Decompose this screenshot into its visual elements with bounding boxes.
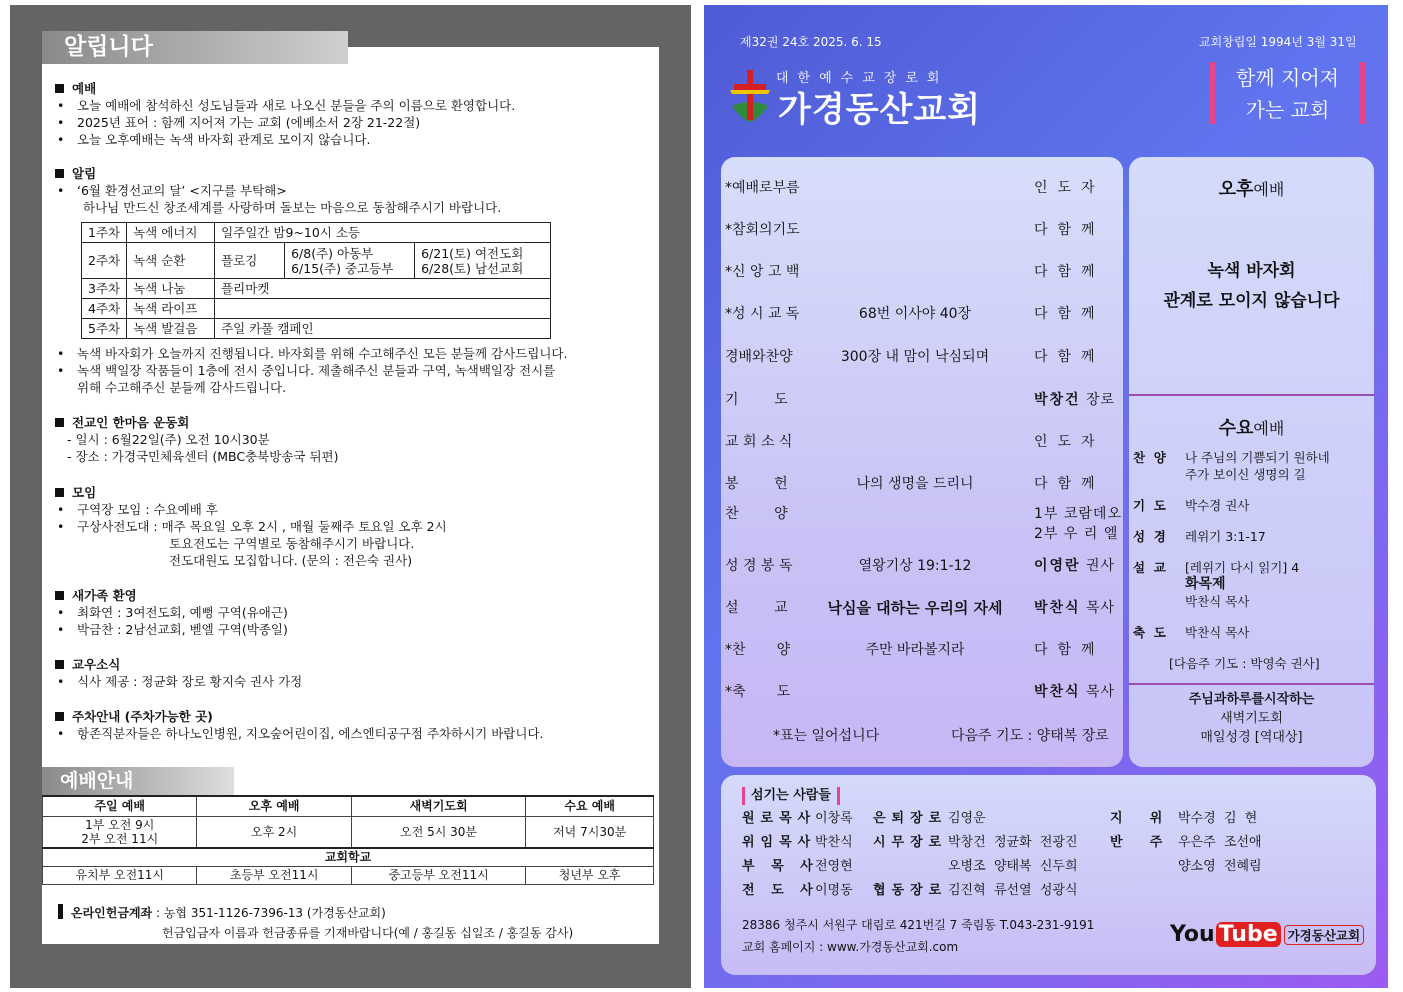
wednesday-service-details: 찬 양 나 주님의 기쁨되기 원하네 주가 보이신 생명의 길 기 도 박수경 권사 성 경 레위기 3:1-17 설 교 [레위기 다시 읽기] 4 화목제 박찬식 목사 축 도 박찬식 목사 [다음주 기도 : 박영숙 권사] xyxy=(1133,450,1330,671)
square-bullet-icon xyxy=(55,84,64,93)
server-entry: 박창건 정균화 전광진 xyxy=(948,835,1078,850)
announcements-title: 알립니다 xyxy=(42,31,348,64)
server-entry: 원로목사 xyxy=(742,811,817,826)
order-item-leader: 다함께 xyxy=(1034,349,1105,365)
order-item xyxy=(725,260,1120,284)
square-bullet-icon xyxy=(55,591,64,600)
order-item-content: 나의 생명을 드리니 xyxy=(856,476,974,492)
server-entry: 이명동 xyxy=(815,883,853,898)
notice-section: 알림 • ‘6월 환경선교의 달’ <지구를 부탁해> 하나님 만드신 창조세계를 사랑하며 돌보는 마음으로 동참해주시기 바랍니다. xyxy=(55,165,655,216)
founding-date: 교회창립일 1994년 3월 31일 xyxy=(1199,35,1357,49)
wednesday-service-title: 수요예배 xyxy=(1218,418,1285,439)
square-bullet-icon xyxy=(55,169,64,178)
square-bullet-icon xyxy=(55,488,64,497)
server-entry: 협동장로 xyxy=(873,883,948,898)
order-item-content: 낙심을 대하는 우리의 자세 xyxy=(827,599,1003,617)
bar-bullet-icon xyxy=(58,904,63,919)
order-item xyxy=(725,430,1120,454)
order-item-content: 300장 내 맘이 낙심되며 xyxy=(840,349,990,365)
order-item-name: 성 경 봉 독 xyxy=(725,558,793,574)
order-item-content: 열왕기상 19:1-12 xyxy=(858,558,972,574)
order-item-name: 교 회 소 식 xyxy=(725,434,793,450)
worship-section: 예배 • 오늘 예배에 참석하신 성도님들과 새로 나오신 분들을 주의 이름으로 환영합니다. • 2025년 표어 : 함께 지어져 가는 교회 (에베소서 2장 21-22절) • 오늘 오후예배는 녹색 바자회 관계로 모이지 않습니다. xyxy=(55,80,655,148)
divider xyxy=(1129,394,1374,396)
server-entry: 전 도 사 xyxy=(742,883,819,898)
order-item-leader: 다함께 xyxy=(1034,476,1105,492)
server-entry: 박찬식 xyxy=(815,835,853,850)
member-news-section: 교우소식 • 식사 제공 : 정균화 장로 황지숙 권사 가정 xyxy=(55,656,655,690)
order-item-leader: 이영란 권사 xyxy=(1034,558,1116,574)
worship-order-panel xyxy=(721,157,1123,767)
dawn-prayer-info: 주님과하루를시작하는 새벽기도회 매일성경 [역대상] xyxy=(1188,692,1315,745)
divider xyxy=(1129,683,1374,685)
order-item-name: 봉 헌 xyxy=(725,476,788,492)
new-family-section: 새가족 환영 • 최화연 : 3여전도회, 예뻥 구역(유애근) • 박금찬 : 2남선교회, 벧엘 구역(박종일) xyxy=(55,587,655,638)
order-item xyxy=(725,176,1120,200)
worship-schedule-table: 주일 예배 오후 예배 새벽기도회 수요 예배 1부 오전 9시 2부 오전 11시 오후 2시 오전 5시 30분 저녁 7시30분 교회학교 유치부 오전11시 초등부 오전11시 중고등부 오전11시 청년부 오후 xyxy=(42,795,654,885)
afternoon-service-title: 오후예배 xyxy=(1218,179,1285,200)
server-entry: 부 목 사 xyxy=(742,859,819,874)
meeting-section: 모임 • 구역장 모임 : 수요예배 후 • 구상사전도대 : 매주 목요일 오후 2시 , 매월 둘째주 토요일 오후 2시 토요전도는 구역별로 동참해주시기 바랍니다. 전도대원도 모집합니다. (문의 : 전은숙 권사) xyxy=(55,484,655,569)
order-item-leader: 다함께 xyxy=(1034,222,1105,238)
order-item xyxy=(725,218,1120,242)
server-entry: 전영현 xyxy=(815,859,853,874)
order-item-leader: 다함께 xyxy=(1034,642,1105,658)
order-item xyxy=(725,680,1120,704)
server-entry: 시무장로 xyxy=(873,835,948,850)
order-item-name: 설 교 xyxy=(725,600,788,616)
order-item-leader: 박창건 장로 xyxy=(1034,392,1116,408)
order-item-name: *신 앙 고 백 xyxy=(725,264,800,280)
order-item xyxy=(725,502,1122,542)
sports-section: 전교인 한마음 운동회 - 일시 : 6월22일(주) 오전 10시30분 - 장소 : 가경국민체육센터 (MBC충북방송국 뒤편) xyxy=(55,414,655,465)
order-item-name: *성 시 교 독 xyxy=(725,306,800,322)
order-item-name: *축 도 xyxy=(725,684,791,700)
youtube-logo-icon: You xyxy=(1170,922,1215,947)
order-item xyxy=(725,638,1120,662)
order-item-leader: 인도자 xyxy=(1034,180,1105,196)
youtube-channel-link[interactable]: You Tube 가경동산교회 xyxy=(1170,922,1364,947)
order-item-name: 경배와찬양 xyxy=(725,349,793,365)
order-item-name: 찬 양 xyxy=(725,506,788,522)
church-homepage[interactable]: 교회 홈페이지 : www.가경동산교회.com xyxy=(742,940,959,954)
cross-logo-icon xyxy=(730,68,770,124)
order-item xyxy=(725,554,1120,578)
order-item-name: *찬 양 xyxy=(725,642,791,658)
square-bullet-icon xyxy=(55,418,64,427)
order-item-name: *예배로부름 xyxy=(725,180,800,196)
order-footer: *표는 일어섭니다 다음주 기도 : 양태복 장로 xyxy=(773,728,1109,744)
server-entry: 위임목사 xyxy=(742,835,817,850)
square-bullet-icon xyxy=(55,660,64,669)
order-item-name: *참회의기도 xyxy=(725,222,800,238)
order-item xyxy=(725,345,1120,369)
church-address: 28386 청주시 서원구 대림로 421번길 7 죽림동 T.043-231-9191 xyxy=(742,918,1095,932)
order-item-leader: 1부 코람데오 2부 우 리 엘 xyxy=(1034,506,1122,542)
church-motto: 함께 지어져 가는 교회 xyxy=(1210,62,1365,124)
notice-items: • 녹색 바자회가 오늘까지 진행됩니다. 바자회를 위해 수고해주신 모든 분들께 감사드립니다. • 녹색 백일장 작품들이 1층에 전시 중입니다. 제출해주신 분들과 구역, 녹색백일장 전시를 위해 수고해주신 분들께 감사드립니다. xyxy=(55,345,655,396)
order-item-leader: 박찬식 목사 xyxy=(1034,684,1116,700)
order-item-leader: 다함께 xyxy=(1034,306,1105,322)
servers-title: 섬기는 사람들 xyxy=(742,787,840,805)
online-offering-info: 온라인헌금계좌 : 농협 351-1126-7396-13 (가경동산교회) 헌금입금자 이름과 헌금종류를 기재바랍니다(예 / 홍길동 십일조 / 홍길동 감사) xyxy=(58,903,573,943)
order-item xyxy=(725,388,1120,412)
server-entry: 은퇴장로 xyxy=(873,811,948,826)
denomination: 대한예수교장로회 xyxy=(776,71,949,86)
worship-schedule-title: 예배안내 xyxy=(42,767,234,795)
environment-mission-table: 1주차 녹색 에너지 일주일간 밤9~10시 소등 2주차 녹색 순환 플로깅 6/8(주) 아동부 6/15(주) 중고등부 6/21(토) 여전도회 6/28(토) 남선교회 3주차 녹색 나눔 플리마켓 4주차 녹색 라이프 5주차 녹색 발걸음 주일 카풀 캠페인 xyxy=(81,222,551,339)
issue-number: 제32권 24호 2025. 6. 15 xyxy=(740,35,882,49)
square-bullet-icon xyxy=(55,712,64,721)
server-entry: 오병조 양태복 신두희 xyxy=(948,859,1078,874)
afternoon-service-message: 녹색 바자회 관계로 모이지 않습니다 xyxy=(1163,261,1340,311)
order-item xyxy=(725,596,1120,620)
order-item-content: 68번 이사야 40장 xyxy=(858,306,972,322)
church-name: 가경동산교회 xyxy=(778,90,982,130)
server-entry: 김영운 xyxy=(948,811,986,826)
order-item-leader: 박찬식 목사 xyxy=(1034,600,1116,616)
order-item-leader: 인도자 xyxy=(1034,434,1105,450)
order-item-leader: 다함께 xyxy=(1034,264,1105,280)
order-item-name: 기 도 xyxy=(725,392,788,408)
server-entry: 김진혁 류선열 성광식 xyxy=(948,883,1078,898)
order-item-content: 주만 바라볼지라 xyxy=(865,642,965,658)
order-item xyxy=(725,302,1120,326)
order-item xyxy=(725,472,1120,496)
server-entry: 이창록 xyxy=(815,811,853,826)
parking-section: 주차안내 (주차가능한 곳) • 항존직분자들은 하나노인병원, 지오숲어린이집, 에스엔티공구점 주차하시기 바랍니다. xyxy=(55,708,655,742)
